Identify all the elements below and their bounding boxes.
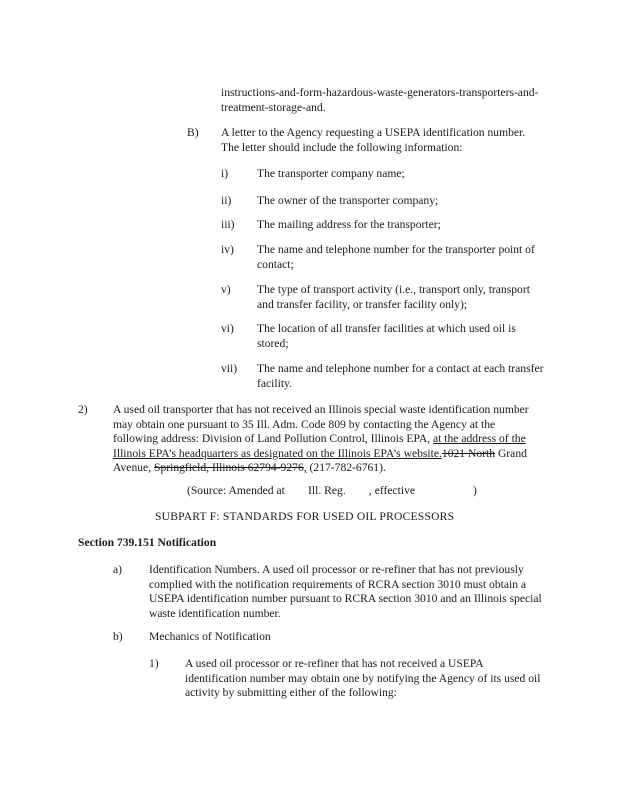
subitem-text: The mailing address for the transporter; <box>257 218 441 231</box>
subitem-label: v) <box>221 283 231 296</box>
subitem-label: iv) <box>221 243 234 256</box>
subpart-heading: SUBPART F: STANDARDS FOR USED OIL PROCESSORS <box>155 510 455 523</box>
subitem-label: iii) <box>221 218 235 231</box>
struck-text-2: Springfield, Illinois 62794-9276 <box>154 461 304 474</box>
section-heading: Section 739.151 Notification <box>78 536 217 549</box>
item-a-text: Identification Numbers. A used oil processor or re-refiner that has not previously complied with the notification requirements of RCRA section 3010 must obtain a USEPA identification number pursuant to RCRA section 3010 and an Illinois special waste identification number. <box>149 563 542 620</box>
subitem-text: The transporter company name; <box>257 167 405 180</box>
subitem-text: The location of all transfer facilities at which used oil is stored; <box>257 322 516 350</box>
item-2-paragraph <box>113 403 543 476</box>
subitem-text: The type of transport activity (i.e., transport only, transport and transfer facility, or transfer facility only); <box>257 283 530 311</box>
source-note: (Source: Amended at Ill. Reg. , effective ) <box>187 484 477 497</box>
struck-text: 1021 North <box>441 446 496 460</box>
inserted-comma: , <box>303 461 307 474</box>
subitem-label: ii) <box>221 194 232 207</box>
item-b2-label: b) <box>113 630 123 643</box>
subitem-text: The name and telephone number for a contact at each transfer facility. <box>257 362 544 390</box>
item-2-label: 2) <box>78 403 88 416</box>
item-b1-text: A used oil processor or re-refiner that has not received a USEPA identification number may obtain one by notifying the Agency of its used oil activity by submitting either of the following: <box>185 657 541 699</box>
item-a-label: a) <box>113 563 123 576</box>
item-b-text: A letter to the Agency requesting a USEPA identification number. The letter should include the following information: <box>221 126 526 154</box>
phone-number: (217-782-6761). <box>306 461 386 474</box>
item-2-text-middle: Grand Avenue, <box>113 446 527 474</box>
inserted-text: at the address of the Illinois EPA’s headquarters as designated on the Illinois EPA’s website. <box>113 432 526 460</box>
subitem-label: i) <box>221 167 229 180</box>
subitem-label: vii) <box>221 362 238 375</box>
item-b-label: B) <box>187 126 199 139</box>
url-continuation: instructions-and-form-hazardous-waste-generators-transporters-and-treatment-storage-and. <box>221 86 539 114</box>
subitem-label: vi) <box>221 322 234 335</box>
item-b2-text: Mechanics of Notification <box>149 630 271 643</box>
item-b1-label: 1) <box>149 657 159 670</box>
subitem-text: The name and telephone number for the transporter point of contact; <box>257 243 535 271</box>
item-2-text: A used oil transporter that has not received an Illinois special waste identification number may obtain one pursuant to 35 Ill. Adm. Code 809 by contacting the Agency at the following address: Division of Land Pollution Control, Illinois EPA, <box>113 403 529 445</box>
subitem-text: The owner of the transporter company; <box>257 194 439 207</box>
